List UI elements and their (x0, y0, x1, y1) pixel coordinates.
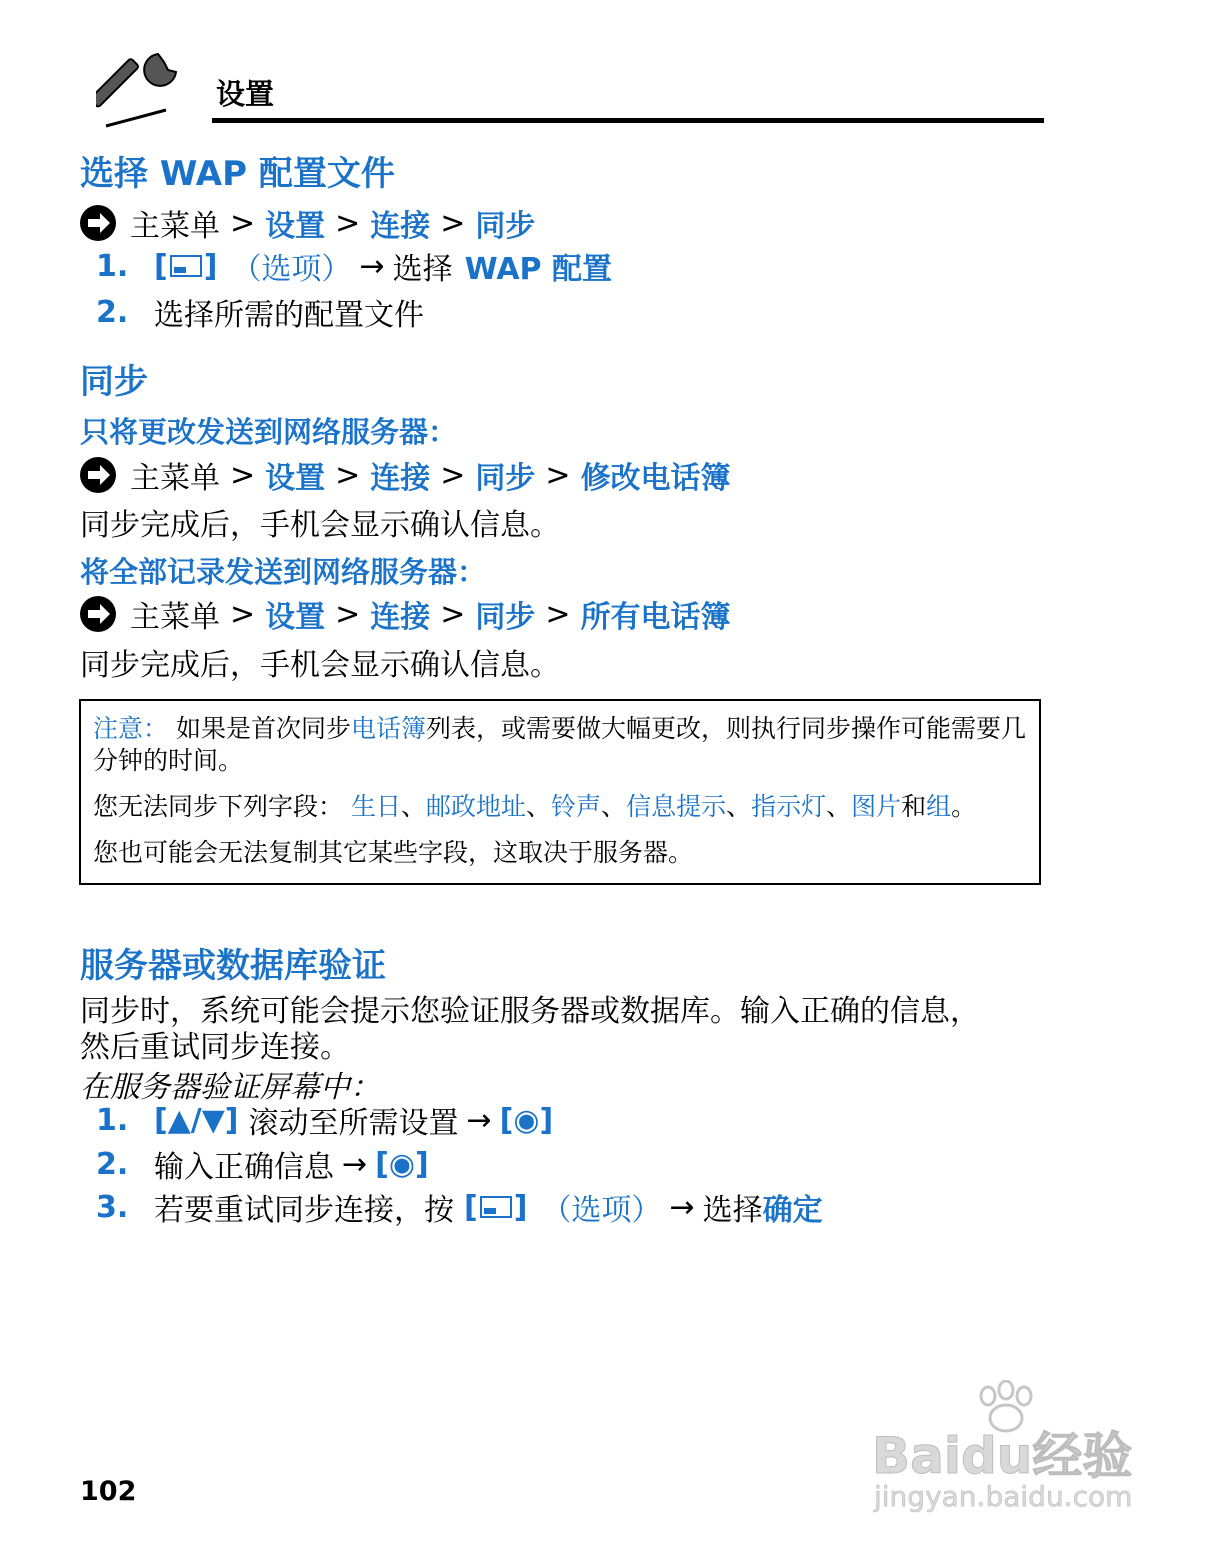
wrench-icon (96, 46, 188, 138)
sync-nav-path-1: 主菜单 > 设置 > 连接 > 同步 > 修改电话簿 (80, 455, 731, 495)
sync-sub1-heading: 只将更改发送到网络服务器： (80, 415, 458, 449)
auth-screen-label: 在服务器验证屏幕中： (80, 1070, 380, 1105)
auth-step-3: 3. 若要重试同步连接，按 [ ] （选项） → 选择 确定 (96, 1189, 823, 1228)
note-para-3: 您也可能会无法复制其它某些字段，这取决于服务器。 (93, 838, 694, 867)
nav-arrow-icon (80, 596, 116, 632)
nav-arrow-icon (80, 457, 116, 493)
wap-section-title: 选择 WAP 配置文件 (80, 154, 395, 194)
sync-section-title: 同步 (80, 362, 148, 402)
note-para-2: 您无法同步下列字段： 生日、邮政地址、铃声、信息提示、指示灯、图片和组。 (93, 792, 977, 821)
wap-step-2: 2. 选择所需的配置文件 (96, 294, 424, 333)
header-rule (212, 118, 1044, 123)
arrow-icon: → (466, 1102, 492, 1138)
nav-item-connect: 连接 (370, 209, 431, 244)
wap-nav-path: 主菜单 > 设置 > 连接 > 同步 (80, 203, 535, 243)
watermark-url: jingyan.baidu.com (874, 1480, 1133, 1513)
page-number: 102 (80, 1476, 137, 1507)
nav-item-sync: 同步 (475, 209, 536, 244)
nav-menu: 主菜单 (130, 209, 220, 244)
select-key-icon: [◉] (499, 1102, 554, 1138)
scroll-key-icon: [▲/▼] (154, 1102, 239, 1138)
arrow-icon: → (342, 1146, 368, 1182)
sync-sub2-heading: 将全部记录发送到网络服务器： (80, 555, 487, 589)
section-label: 设置 (216, 77, 275, 111)
arrow-icon: → (669, 1189, 695, 1225)
auth-section-title: 服务器或数据库验证 (80, 946, 386, 986)
softkey-icon (170, 255, 202, 277)
note-box (79, 699, 1041, 885)
arrow-icon: → (359, 248, 385, 284)
softkey-icon (480, 1196, 512, 1218)
auth-desc-line-1: 同步时，系统可能会提示您验证服务器或数据库。输入正确的信息， (80, 994, 980, 1029)
sync-result-1: 同步完成后，手机会显示确认信息。 (80, 508, 560, 543)
nav-arrow-icon (80, 205, 116, 241)
auth-step-2: 2. 输入正确信息 → [◉] (96, 1146, 429, 1185)
wap-step-1: 1. [ ] （选项） → 选择 WAP 配置 (96, 248, 612, 287)
nav-item-settings: 设置 (265, 209, 326, 244)
auth-step-1: 1. [▲/▼] 滚动至所需设置 → [◉] (96, 1102, 554, 1141)
baidu-watermark (860, 1380, 1160, 1520)
auth-desc-line-2: 然后重试同步连接。 (80, 1030, 350, 1065)
sync-result-2: 同步完成后，手机会显示确认信息。 (80, 648, 560, 683)
watermark-brand: Baidu经验 (872, 1427, 1133, 1485)
note-para-1: 注意： 如果是首次同步电话簿列表，或需要做大幅更改，则执行同步操作可能需要几分钟的时间。 (93, 714, 1027, 775)
sync-nav-path-2: 主菜单 > 设置 > 连接 > 同步 > 所有电话簿 (80, 594, 731, 634)
select-key-icon: [◉] (375, 1146, 429, 1182)
